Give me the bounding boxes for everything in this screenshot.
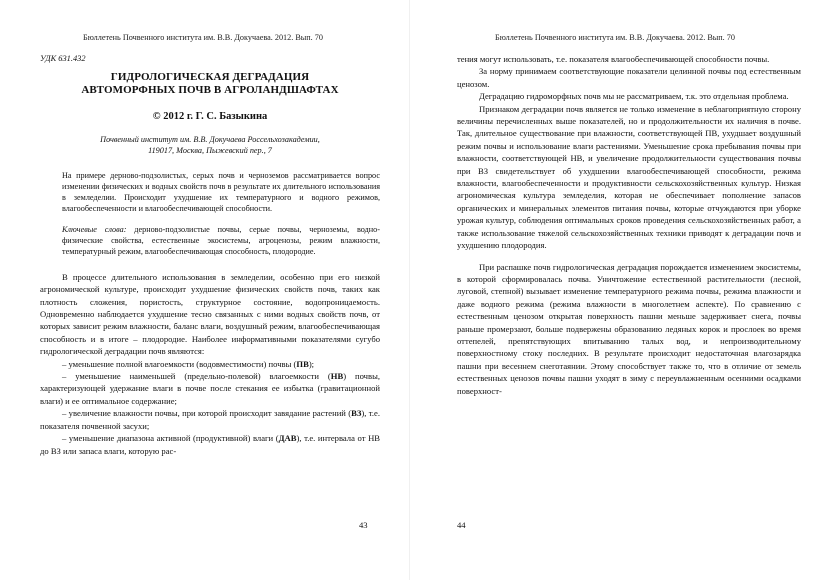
- list-item-text: ) почвы, характеризующей удержание влаги в почве после стекания ее избытка (гравитационной влаги) и ее оптимальное содержание;: [40, 371, 380, 406]
- running-head-left: Бюллетень Почвенного института им. В.В. Докучаева. 2012. Вып. 70: [83, 33, 323, 42]
- list-item-vz: [40, 407, 380, 432]
- article-title: [40, 71, 380, 96]
- right-page: [410, 0, 820, 580]
- list-item-text: – уменьшение полной влагоемкости (водовместимости) почвы (: [62, 358, 297, 369]
- list-item-text: );: [308, 358, 315, 369]
- abstract: На примере дерново-подзолистых, серых почв и черноземов рассматривается вопрос изменении физических и водных свойств почв в результате их длительного использования в земледелии. Происходит ухудшение их температурного и водного режимов, влагообеспеченности и влагообеспечивающей способности.: [62, 170, 380, 213]
- list-item-nv: [40, 370, 380, 407]
- term-dav: ДАВ: [278, 433, 297, 444]
- body-paragraph: Признаком деградации почв является не только изменение в неблагоприятную сторону величины перечисленных выше показателей, но и продолжительности их наличия в почве. Так, длительное существование при влажности, соответствующей ПВ, ухудшает воздушный режим почвы и использование влаги растениями. Уменьшение срока пребывания почвы при влажности, соответствующей НВ, и увеличение продолжительности существования почвы при ВЗ свидетельствует об ухудшении влагообеспечивающей способности, режима влажности, влагообеспеченности и продуктивности сельскохозяйственных культур. Низкая агрономическая культура земледелия, которая не обеспечивает пополнение запасов органических и минеральных элементов питания почвы, которые отчуждаются при уборке урожая культур, соблюдения оптимальных сроков проведения сельскохозяйственных работ, а также использование тяжелой сельскохозяйственных техники приводят к деградации почв и ухудшению плодородия.: [457, 103, 801, 251]
- body-paragraph: Деградацию гидроморфных почв мы не рассматриваем, т.к. это отдельная проблема.: [479, 91, 789, 102]
- body-paragraph-continued: тения могут использовать, т.е. показателя влагообеспечивающей способности почвы.: [457, 54, 770, 64]
- list-item-text: – увеличение влажности почвы, при которой происходит завядание растений (: [62, 408, 352, 419]
- list-item-text: – уменьшение наименьшей (предельно-полевой) влагоемкости (: [62, 371, 331, 382]
- list-item-text: ), т.е. интервала от НВ до ВЗ или запаса влаги, которую рас-: [40, 433, 381, 456]
- keywords: [62, 224, 380, 257]
- body-paragraph: За норму принимаем соответствующие показатели целинной почвы под естественным ценозом.: [457, 66, 801, 89]
- author-line: © 2012 г. Г. С. Базыкина: [152, 111, 268, 123]
- page-number-right: 44: [457, 520, 466, 530]
- right-column: [457, 53, 801, 397]
- left-column: [40, 53, 380, 457]
- body-paragraph: При распашке почв гидрологическая деградация порождается изменением экосистемы, в которой сформировалась почва. Уничтожение естественной растительности (лесной, луговой, степной) вызывает изменение температурного режима почвы, режима влажности и даже водного режима (режима влажности в многолетнем аспекте). По сравнению с естественным ценозом открытая поверхность пашни меньше задерживает снега, почвы раньше промерзают, больше подвержены образованию ледяных корок и прослоек во время оттепелей, препятствующих впитыванию талых вод, и непроизводительному поверхностному стоку последних. В результате происходит недостаточная влагозарядка пашни при весеннем снеготаянии. Этому способствует также то, что в отличие от земель естественных ценозов почвы пашни уходят в зиму с переувлажненным осенними осадками поверхност-: [457, 261, 801, 396]
- page-number-left: 43: [359, 520, 368, 530]
- affiliation: [40, 134, 380, 156]
- term-nv: НВ: [330, 371, 344, 382]
- list-item-dav: [40, 432, 380, 457]
- keywords-text: дерново-подзолистые почвы, серые почвы, черноземы, водно-физические свойства, естественные экосистемы, агроценозы, режим влажности, температурный режим, влагообеспечивающая способность, плодородие.: [62, 224, 380, 256]
- term-pv: ПВ: [296, 358, 309, 369]
- running-head-right: Бюллетень Почвенного института им. В.В. Докучаева. 2012. Вып. 70: [495, 33, 735, 42]
- term-vz: ВЗ: [351, 408, 362, 419]
- list-item-text: ), т.е. показателя почвенной засухи;: [40, 408, 380, 431]
- list-item-pv: [40, 358, 380, 370]
- keywords-label: Ключевые слова:: [62, 224, 127, 234]
- udk-code: УДК 631.432: [40, 54, 86, 63]
- paragraph-gap: [457, 252, 801, 261]
- body-paragraph: В процессе длительного использования в земледелии, особенно при его низкой агрономической культуре, происходит ухудшение физических свойств почв, таких как плотность сложения, пористость, структурное состояние, водопроницаемость. Одновременно наблюдается ухудшение тесно связанных с ними водных свойств почв, от которых зависит режим влажности, баланс влаги, воздушный режим, влагообеспечивающая способность и в итоге – плодородие. Наиболее информативными показателями сугубо гидрологической деградации почв являются:: [40, 271, 380, 357]
- affiliation-line-2: 119017, Москва, Пыжевский пер., 7: [148, 145, 272, 155]
- affiliation-line-1: Почвенный институт им. В.В. Докучаева Россельхозакадемии,: [100, 134, 320, 144]
- title-line-1: ГИДРОЛОГИЧЕСКАЯ ДЕГРАДАЦИЯ: [110, 71, 310, 84]
- list-item-text: – уменьшение диапазона активной (продуктивной) влаги (: [62, 433, 279, 444]
- title-line-2: АВТОМОРФНЫХ ПОЧВ В АГРОЛАНДШАФТАХ: [81, 83, 339, 96]
